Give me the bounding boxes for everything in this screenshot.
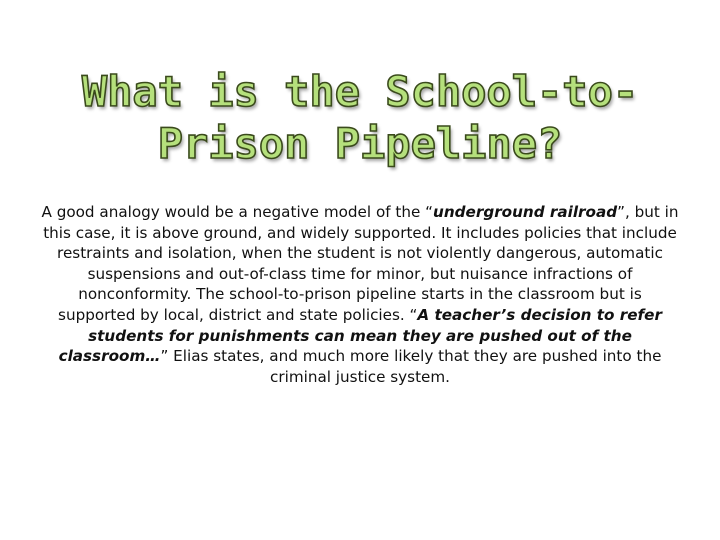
slide-body-text <box>38 202 682 387</box>
body-text-part-3: ” Elias states, and much more likely that they are pushed into the criminal justice system. <box>160 347 662 386</box>
body-emphasis-quote: A teacher’s decision to refer students for punishments can mean they are pushed out of the classroom… <box>58 305 662 366</box>
body-emphasis-underground-railroad: underground railroad <box>433 203 618 221</box>
body-text-part-2: ”, but in this case, it is above ground, and widely supported. It includes policies that include restraints and isolation, when the student is not violently dangerous, automatic suspensions and out-of-class time for minor, but nuisance infractions of nonconformity. The school-to-prison pipeline starts in the classroom but is supported by local, district and state policies. “ <box>43 203 679 324</box>
body-text-part-1: A good analogy would be a negative model of the “ <box>41 203 434 221</box>
slide-title <box>60 66 660 170</box>
slide-title-line-2: Prison Pipeline? <box>157 119 563 168</box>
slide-title-line-1: What is the School-to- <box>81 67 639 116</box>
